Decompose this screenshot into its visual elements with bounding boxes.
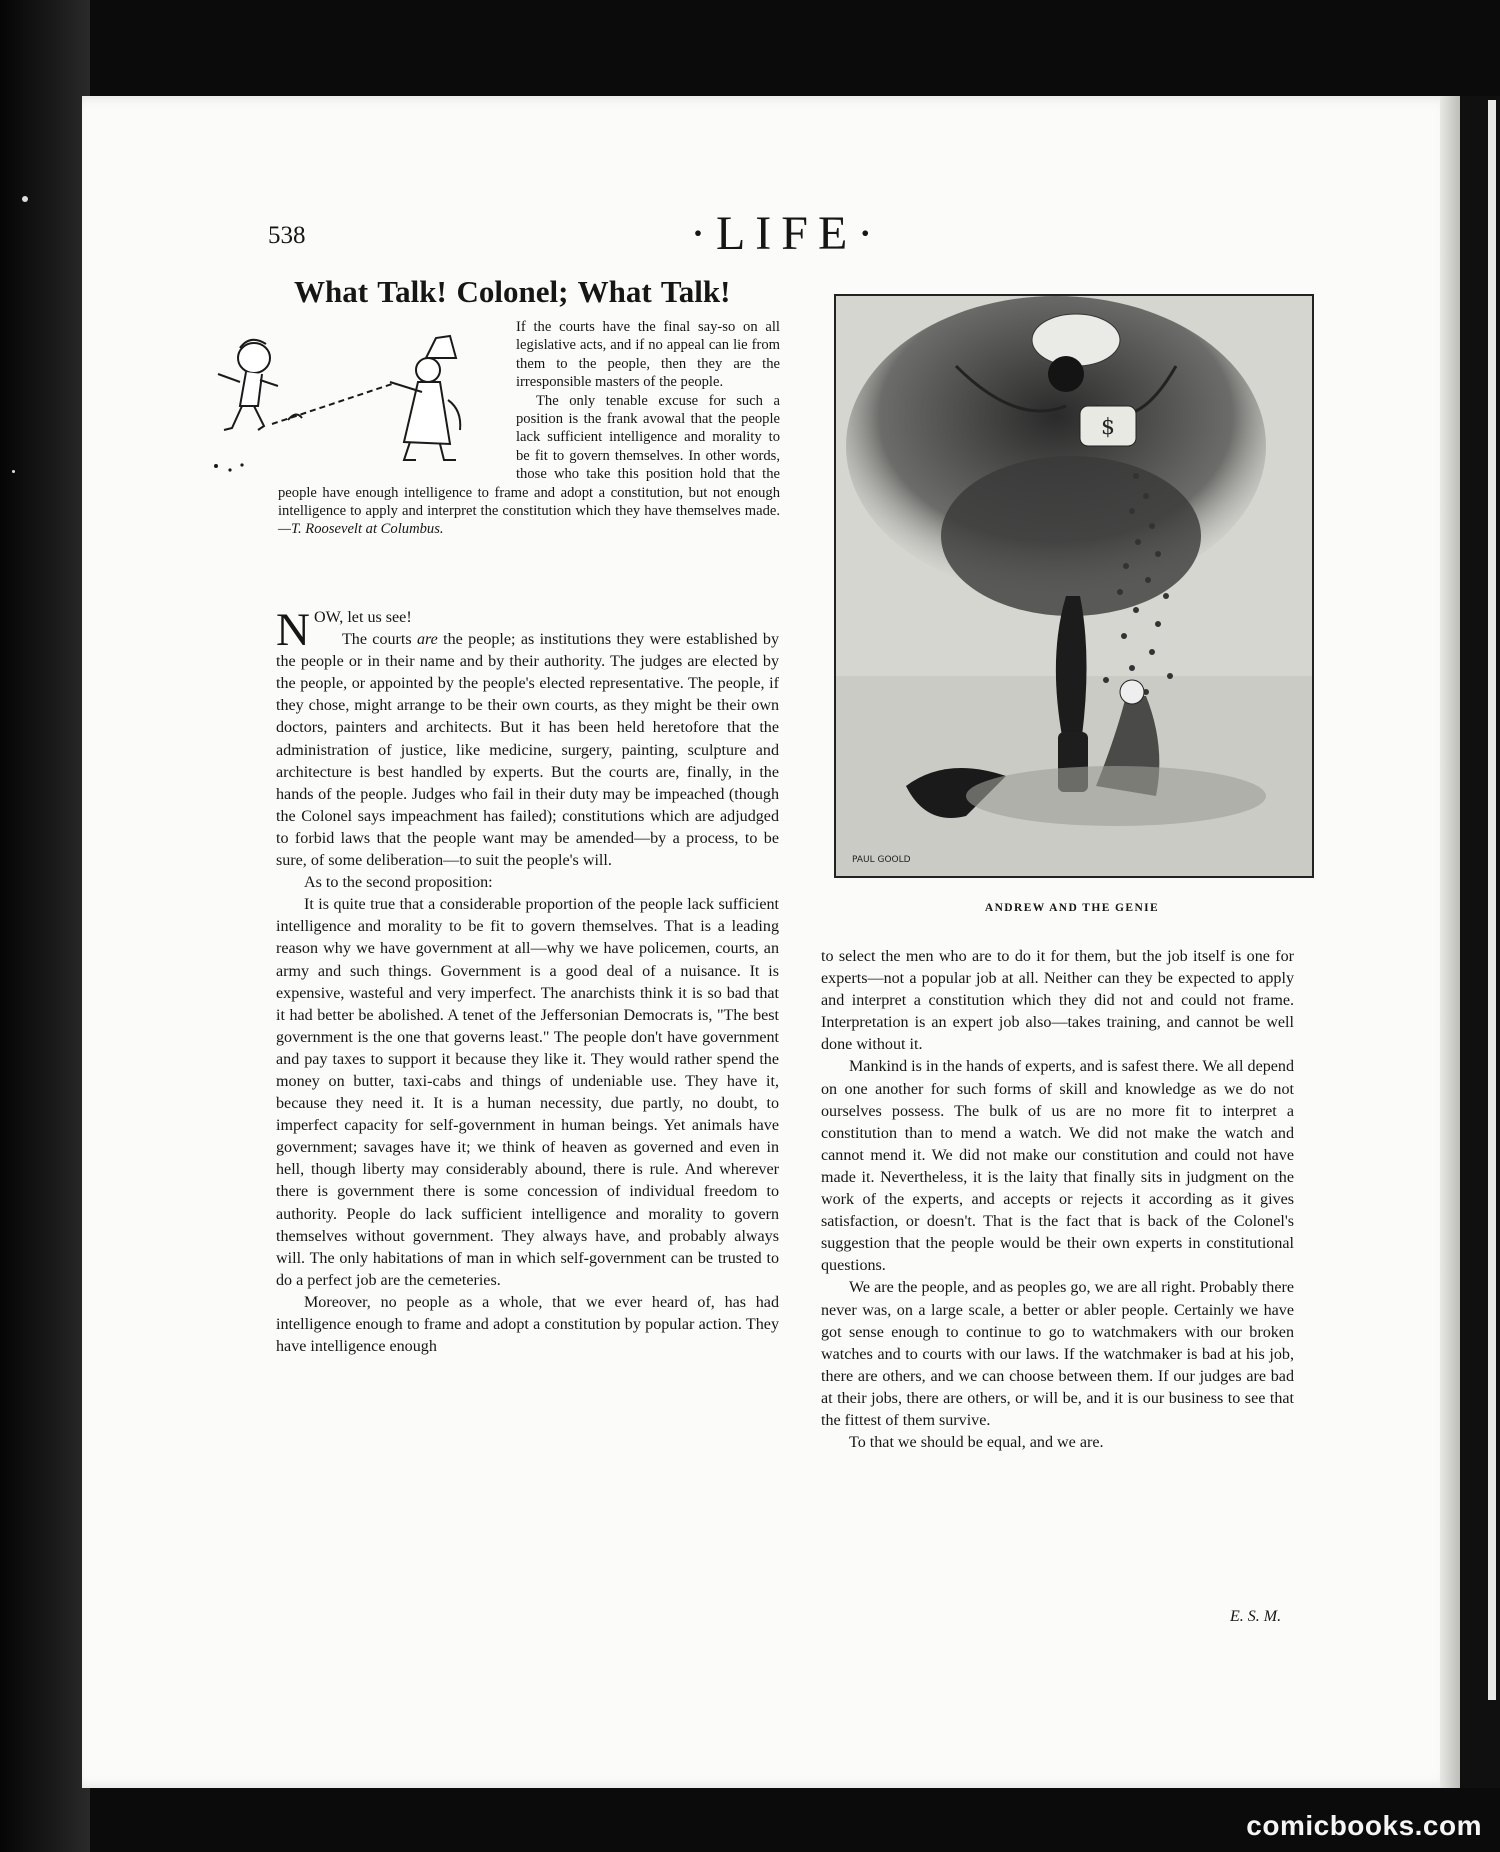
cartoon-wrap-space	[278, 318, 516, 474]
artist-signature: PAUL GOOLD	[852, 855, 911, 865]
illustration-caption: ANDREW AND THE GENIE	[984, 902, 1160, 914]
article-paragraph: As to the second proposition:	[304, 874, 493, 892]
emphasis-text: are	[416, 631, 438, 649]
comicbooks-watermark: comicbooks.com	[1246, 1810, 1482, 1841]
drop-cap: N	[276, 604, 310, 656]
money-bag-symbol: $	[1101, 415, 1115, 440]
article-paragraph: To that we should be equal, and we are.	[849, 1434, 1104, 1452]
genie-drawing	[836, 296, 1312, 876]
scan-dark-margin	[0, 0, 90, 1852]
page-gutter-shadow	[1440, 96, 1460, 1788]
paragraph-text: The courts	[341, 631, 417, 649]
article-paragraph: Mankind is in the hands of experts, and is safest there. We all depend on one another for such forms of skill and knowledge as we do not ourselves possess. The bulk of us are no more fit to interpret a constitution than to mend a watch. We did not make the watch and cannot mend it. We did not make our constitution and could not have made it. Nevertheless, it is the laity that finally sits in judgment on the work of the experts, and accepts or rejects it according as it gives satisfaction, or doesn't. That is the fact that is back of the Colonel's suggestion that the people would be their own experts in constitutional questions.	[821, 1058, 1294, 1275]
paragraph-text: the people; as institutions they were established by the people or in their name and by their authority. The judges are elected by the people, or appointed by the people's elected representative. The people, if they chose, might arrange to be their own courts, as they might be their own doctors, painters and architects. But it has been held heretofore that the administration of justice, like medicine, surgery, painting, sculpture and architecture is best handled by experts. But the courts are, finally, in the hands of the people. Judges who fail in their duty may be impeached (though the Colonel says impeachment has failed); constitutions which are adjudged to forbid laws that the people want may be amended—by a process, to be sure, of some deliberation—to suit the people's will.	[276, 631, 780, 870]
epigraph-attribution: —T. Roosevelt at Columbus.	[278, 521, 444, 538]
author-signature: E. S. M.	[1230, 1608, 1282, 1625]
article-title: What Talk! Colonel; What Talk!	[294, 274, 731, 309]
article-paragraph	[276, 629, 779, 872]
epigraph-text: The only tenable excuse for such a position is the frank avowal that the people lack sufficient intelligence and morality to be fit to govern themselves. In other words, those who take this position hold that the people have enough intelligence to frame and adopt a constitution, but not enough intelligence to apply and interpret the constitution which they have themselves made.	[278, 392, 780, 520]
article-paragraph: It is quite true that a considerable proportion of the people lack sufficient intelligence and morality to be fit to govern themselves. That is a leading reason why we have government at all—why we have policemen, courts, an army and such things. Government is a good deal of a nuisance. It is expensive, wasteful and very imperfect. The anarchists think it is so bad that it had better be abolished. A tenet of the Jeffersonian Democrats is, "The best government is the one that governs least." The people don't have government and pay taxes to support it because they like it. They would rather spend the money on butter, taxi-cabs and things of undeniable use. They have it, because they need it. It is a human necessity, due partly, no doubt, to imperfect capacity for self-government in human beings. Yet animals have government; savages have it; we think of heaven as governed and even in hell, though liberty may considerably abound, there is rule. And wherever there is government there is some concession of individual freedom to authority. People do lack sufficient intelligence and morality to govern themselves without government. They always have, and probably always will. The only habitations of man in which self-government can be trusted to do a perfect job are the cemeteries.	[276, 896, 779, 1289]
article-paragraph: Moreover, no people as a whole, that we ever heard of, has had intelligence enough to frame and adopt a constitution by popular action. They have intelligence enough	[276, 1293, 779, 1356]
scan-speck	[22, 196, 28, 202]
page-number: 538	[268, 222, 306, 249]
next-page-edge	[1488, 100, 1496, 1700]
epigraph-paragraph: If the courts have the final say-so on all legislative acts, and if no appeal can lie from them to the people, then they are the irresponsible masters of the people.	[516, 319, 780, 391]
opening-text: OW, let us see!	[313, 609, 412, 626]
article-paragraph: We are the people, and as peoples go, we are all right. Probably there never was, on a large scale, a better or abler people. Certainly we have got sense enough to continue to go to watchmakers with our broken watches and to courts with our laws. If the watchmaker is bad at his job, there are others, and we can choose between them. If our judges are bad at their jobs, there are others, or will be, and it is our business to see that the fittest of them survive.	[821, 1279, 1294, 1429]
article-column-left	[276, 604, 780, 1358]
masthead-life: ·LIFE·	[690, 207, 884, 260]
scan-speck	[12, 470, 15, 473]
epigraph-quote	[278, 318, 780, 539]
andrew-and-the-genie-illustration	[834, 294, 1314, 878]
article-column-right	[821, 946, 1294, 1454]
article-paragraph: to select the men who are to do it for them, but the job itself is one for experts—not a popular job at all. Neither can they be expected to apply and interpret a constitution which they did not and could not frame. Interpretation is an expert job also—takes training, and cannot be well done without it.	[821, 948, 1294, 1054]
